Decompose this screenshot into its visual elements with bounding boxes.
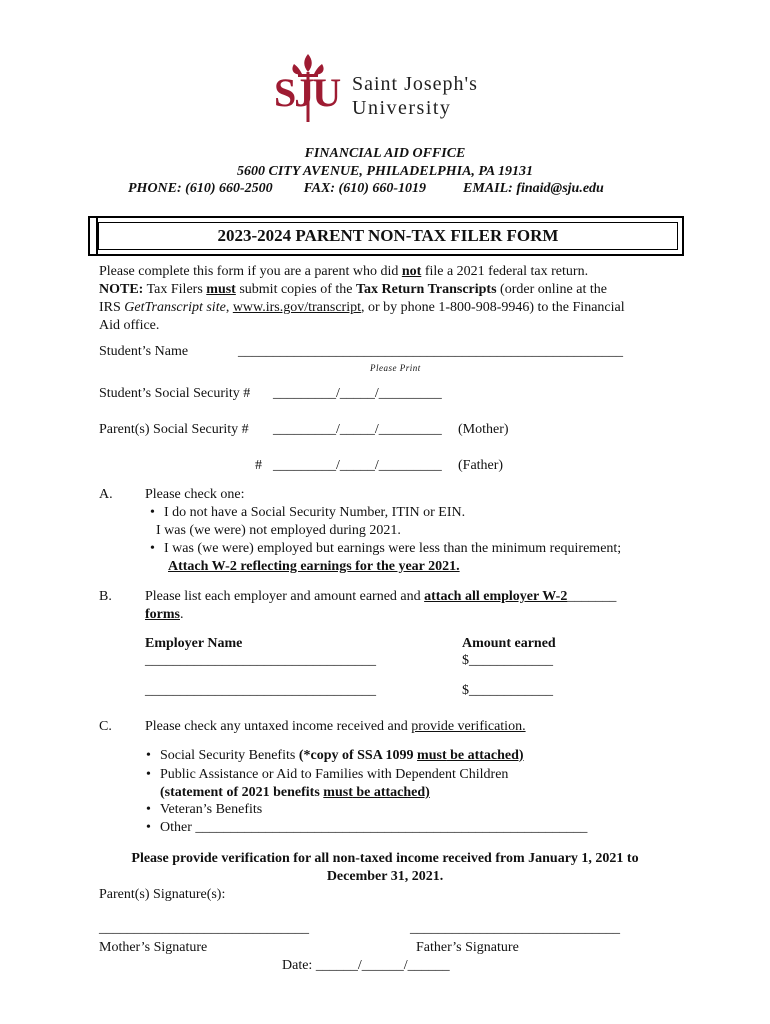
please-print-note: Please Print — [370, 363, 421, 373]
item-public-assistance-note: (statement of 2021 benefits must be attached) — [160, 785, 430, 800]
date-row — [282, 958, 450, 974]
hash-label: # — [255, 458, 262, 473]
verification-note-line2: December 31, 2021. — [326, 869, 444, 884]
irs-link[interactable]: www.irs.gov/transcript — [232, 300, 361, 315]
verification-note-line1: Please provide verification for all non-taxed income received from January 1, 2021 to — [131, 851, 639, 866]
mother-ssn-field[interactable]: _________/_____/_________ — [273, 422, 442, 437]
office-address: 5600 CITY AVENUE, PHILADELPHIA, PA 19131 — [237, 164, 533, 179]
email: EMAIL: finaid@sju.edu — [463, 181, 604, 196]
section-b-text: Please list each employer and amount earned and attach all employer W-2_______ — [145, 589, 617, 604]
office-name: FINANCIAL AID OFFICE — [304, 146, 466, 161]
student-name-label: Student’s Name — [99, 344, 189, 359]
father-signature-field[interactable]: ______________________________ — [410, 921, 620, 936]
section-c-text: Please check any untaxed income received and provide verification. — [145, 719, 526, 734]
parent-ssn-label: Parent(s) Social Security # — [99, 422, 249, 437]
logo-name-line2: University — [352, 97, 452, 119]
date-label: Date: — [282, 958, 313, 973]
employer-field-1[interactable]: _________________________________ — [145, 653, 376, 668]
student-name-field[interactable]: _______________________________________________________ — [238, 344, 623, 359]
date-field[interactable]: ______/______/______ — [315, 958, 450, 973]
bullet-icon: • — [146, 802, 151, 817]
section-a-heading: Please check one: — [145, 487, 245, 502]
bullet-icon: • — [150, 541, 155, 556]
employer-field-2[interactable]: _________________________________ — [145, 683, 376, 698]
amount-header: Amount earned — [462, 636, 556, 651]
father-ssn-field[interactable]: _________/_____/_________ — [273, 458, 442, 473]
student-ssn-field[interactable]: _________/_____/_________ — [273, 386, 442, 401]
fax: FAX: (610) 660-1019 — [303, 181, 427, 196]
section-c-letter: C. — [99, 719, 112, 734]
mother-label: (Mother) — [458, 422, 509, 437]
option-low-earnings[interactable]: • I was (we were) employed but earnings were less than the minimum requirement; — [150, 541, 622, 556]
father-signature-label: Father’s Signature — [416, 940, 519, 955]
phone: PHONE: (610) 660-2500 — [128, 181, 273, 196]
father-label: (Father) — [458, 458, 504, 473]
item-social-security[interactable]: • Social Security Benefits (*copy of SSA 1099 must be attached) — [146, 748, 524, 763]
option-not-employed: I was (we were) not employed during 2021. — [156, 523, 401, 538]
form-title: 2023-2024 PARENT NON-TAX FILER FORM — [98, 222, 678, 250]
intro-paragraph: Please complete this form if you are a parent who did not file a 2021 federal tax return. NOTE: Tax Filers must submit copies of the Tax Return Transcripts (order online at the IRS GetTranscript site, www.irs.gov/transcript, or by phone 1-800-908-9946) to the Financial Aid office. — [99, 264, 625, 333]
university-logo — [272, 50, 512, 130]
employer-header: Employer Name — [145, 636, 243, 651]
bullet-icon: • — [146, 748, 151, 763]
bullet-icon: • — [150, 505, 155, 520]
option-no-ssn[interactable]: • I do not have a Social Security Number, ITIN or EIN. — [150, 505, 466, 520]
section-a-letter: A. — [99, 487, 113, 502]
bullet-icon: • — [146, 820, 151, 835]
contact-line — [128, 181, 604, 197]
section-b-letter: B. — [99, 589, 112, 604]
amount-field-1[interactable]: $____________ — [462, 653, 553, 668]
mother-signature-label: Mother’s Signature — [99, 940, 208, 955]
item-public-assistance[interactable]: • Public Assistance or Aid to Families with Dependent Children — [146, 767, 509, 782]
section-b-text-line2: forms. — [145, 607, 184, 622]
logo-name-line1: Saint Joseph's — [352, 73, 478, 95]
mother-signature-field[interactable]: ______________________________ — [99, 921, 309, 936]
amount-field-2[interactable]: $____________ — [462, 683, 553, 698]
bullet-icon: • — [146, 767, 151, 782]
signatures-label: Parent(s) Signature(s): — [99, 887, 226, 902]
item-other[interactable]: • Other ________________________________________________________ — [146, 820, 588, 835]
other-field[interactable]: ________________________________________________________ — [195, 820, 588, 835]
attach-w2-note: Attach W-2 reflecting earnings for the year 2021. — [168, 559, 460, 574]
item-veterans-benefits[interactable]: • Veteran’s Benefits — [146, 802, 263, 817]
form-title-box — [88, 216, 684, 256]
student-ssn-label: Student’s Social Security # — [99, 386, 251, 401]
logo-mark: SJU — [274, 70, 340, 115]
